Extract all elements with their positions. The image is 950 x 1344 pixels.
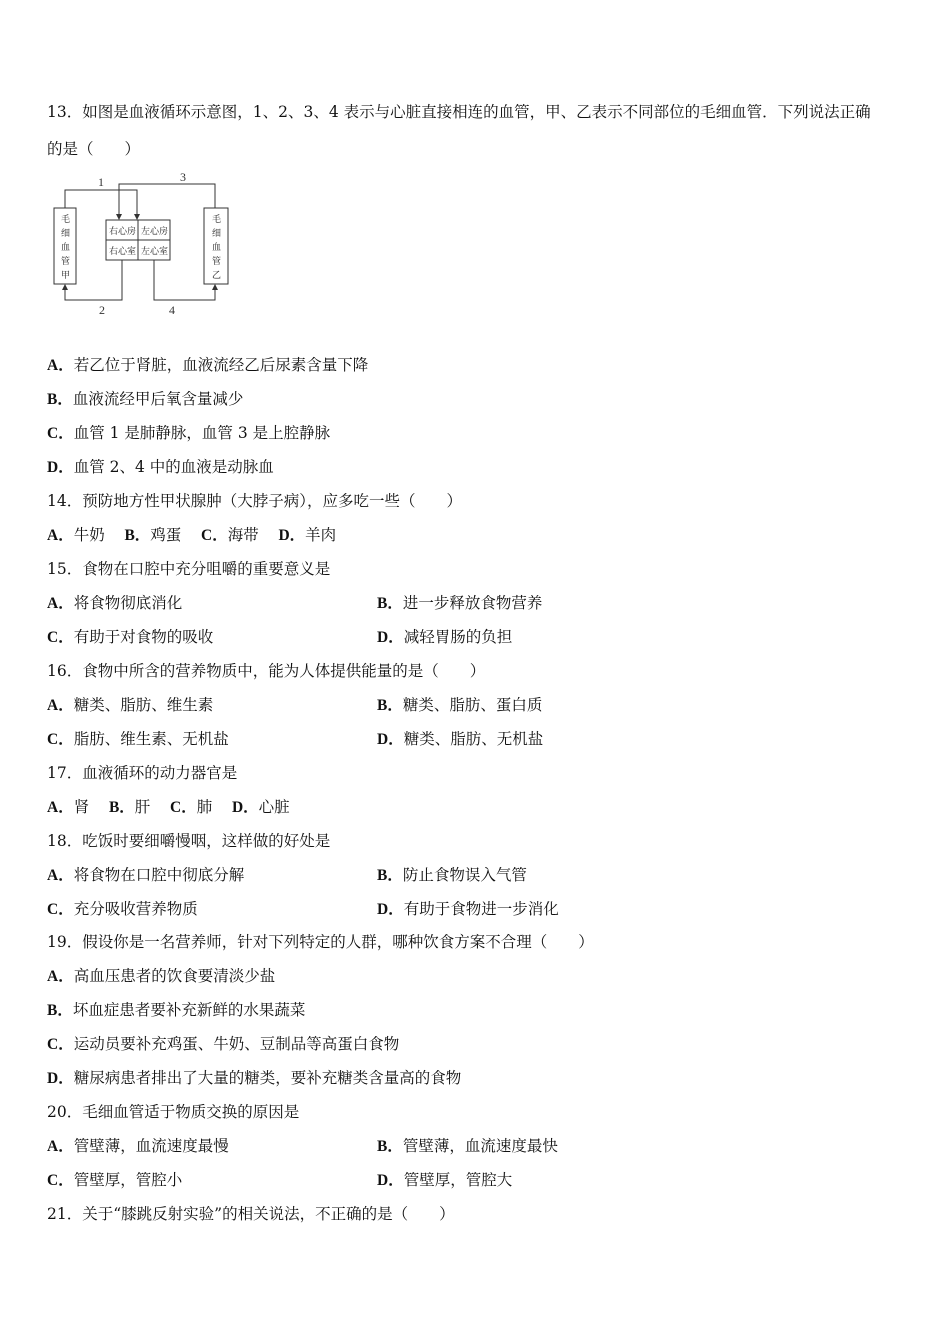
option-text: 鸡蛋: [150, 526, 182, 544]
option-label: D．: [47, 1070, 74, 1087]
q18-number: 18．: [47, 832, 83, 850]
option-label: D．: [47, 459, 74, 476]
q14-stem-text: 预防地方性甲状腺肿（大脖子病），应多吃一些（ ）: [82, 492, 462, 510]
option-label: B．: [377, 697, 403, 714]
option-text: 管壁薄，血流速度最慢: [73, 1137, 229, 1155]
option-label: C．: [47, 901, 74, 918]
option-text: 管壁薄，血流速度最快: [402, 1137, 558, 1155]
q20-option-a[interactable]: [47, 1136, 229, 1157]
option-text: 管壁厚，管腔大: [403, 1171, 513, 1189]
q19-option-a[interactable]: [47, 966, 275, 987]
capillary-yi-char-5: 乙: [212, 271, 222, 281]
option-label: C．: [170, 799, 197, 816]
capillary-jia-char-2: 细: [61, 229, 71, 239]
capillary-yi-char-3: 血: [212, 243, 222, 253]
option-label: D．: [377, 1172, 404, 1189]
option-text: 肝: [134, 798, 151, 816]
q19-stem-text: 假设你是一名营养师，针对下列特定的人群，哪种饮食方案不合理（ ）: [82, 933, 594, 951]
q16-stem: [47, 661, 485, 681]
q13-option-c[interactable]: [47, 423, 330, 444]
option-text: 有助于对食物的吸收: [73, 628, 214, 646]
option-label: D．: [377, 901, 404, 918]
q20-option-b[interactable]: [377, 1136, 558, 1157]
q16-option-d[interactable]: [377, 729, 543, 750]
option-label: B．: [377, 595, 403, 612]
option-label: B．: [47, 1002, 73, 1019]
q17-option-a[interactable]: [47, 798, 89, 816]
option-text: 糖类、脂肪、维生素: [73, 696, 214, 714]
option-text: 将食物彻底消化: [73, 594, 183, 612]
q14-options-row: [47, 525, 336, 546]
q19-number: 19．: [47, 933, 83, 951]
option-text: 坏血症患者要补充新鲜的水果蔬菜: [72, 1001, 306, 1019]
option-text: 若乙位于肾脏，血液流经乙后尿素含量下降: [73, 356, 369, 374]
option-text: 充分吸收营养物质: [73, 900, 198, 918]
option-label: C．: [47, 1172, 74, 1189]
option-text: 肺: [196, 798, 213, 816]
capillary-yi-char-2: 细: [212, 229, 222, 239]
q18-option-a[interactable]: [47, 865, 244, 886]
left-ventricle-label: 左心室: [141, 247, 169, 257]
q16-option-a[interactable]: [47, 695, 213, 716]
option-label: B．: [377, 1138, 403, 1155]
option-text: 牛奶: [73, 526, 105, 544]
option-text: 进一步释放食物营养: [402, 594, 543, 612]
q17-option-c[interactable]: [170, 798, 212, 816]
q13-option-d[interactable]: [47, 457, 274, 478]
q18-stem-text: 吃饭时要细嚼慢咽，这样做的好处是: [82, 832, 331, 850]
q20-option-c[interactable]: [47, 1170, 182, 1191]
q13-stem-line2: 的是（ ）: [47, 140, 141, 158]
capillary-jia-char-1: 毛: [61, 215, 71, 225]
option-text: 防止食物误入气管: [402, 866, 527, 884]
option-text: 糖类、脂肪、蛋白质: [402, 696, 543, 714]
q20-number: 20．: [47, 1103, 83, 1121]
blood-circulation-diagram: [44, 170, 244, 320]
option-label: C．: [47, 1036, 74, 1053]
q18-option-b[interactable]: [377, 865, 527, 886]
q16-stem-text: 食物中所含的营养物质中，能为人体提供能量的是（ ）: [82, 662, 486, 680]
q13-stem-line1: [47, 102, 871, 122]
option-label: B．: [124, 527, 151, 544]
option-label: A．: [47, 867, 74, 884]
capillary-jia-char-4: 管: [61, 257, 71, 267]
option-text: 有助于食物进一步消化: [403, 900, 559, 918]
q17-stem: [47, 763, 237, 783]
q14-option-c[interactable]: [201, 526, 259, 544]
q13-option-a[interactable]: [47, 355, 368, 376]
q13-option-b[interactable]: [47, 389, 243, 410]
vessel-3-label: 3: [180, 170, 186, 184]
option-text: 将食物在口腔中彻底分解: [73, 866, 245, 884]
q15-option-d[interactable]: [377, 627, 512, 648]
option-label: D．: [377, 731, 404, 748]
option-label: B．: [108, 799, 135, 816]
option-label: A．: [47, 968, 74, 985]
option-text: 高血压患者的饮食要清淡少盐: [73, 967, 276, 985]
q21-stem-text: 关于“膝跳反射实验”的相关说法，不正确的是（ ）: [82, 1205, 455, 1223]
q16-option-b[interactable]: [377, 695, 542, 716]
q15-option-a[interactable]: [47, 593, 182, 614]
option-text: 羊肉: [305, 526, 337, 544]
q15-number: 15．: [47, 560, 83, 578]
q15-stem: [47, 559, 330, 579]
q14-option-d[interactable]: [278, 526, 336, 544]
option-text: 肾: [73, 798, 90, 816]
q14-stem: [47, 491, 462, 511]
option-text: 脂肪、维生素、无机盐: [73, 730, 229, 748]
right-atrium-label: 右心房: [109, 227, 137, 237]
option-text: 血液流经甲后氧含量减少: [72, 390, 244, 408]
q18-option-d[interactable]: [377, 899, 559, 920]
option-label: A．: [47, 799, 74, 816]
q15-option-b[interactable]: [377, 593, 542, 614]
vessel-3: [116, 184, 215, 220]
q19-option-d[interactable]: [47, 1068, 461, 1089]
q14-option-b[interactable]: [124, 526, 181, 544]
q16-option-c[interactable]: [47, 729, 229, 750]
q17-options-row: [47, 797, 290, 818]
q19-stem: [47, 932, 594, 952]
option-label: D．: [377, 629, 404, 646]
option-label: D．: [278, 527, 306, 544]
option-label: D．: [231, 799, 259, 816]
q20-option-d[interactable]: [377, 1170, 512, 1191]
q15-option-c[interactable]: [47, 627, 213, 648]
q19-option-c[interactable]: [47, 1034, 399, 1055]
option-label: A．: [47, 595, 74, 612]
capillary-yi-char-4: 管: [212, 257, 222, 267]
vessel-2-label: 2: [99, 303, 105, 317]
capillary-jia-char-5: 甲: [61, 271, 71, 281]
option-label: A．: [47, 1138, 74, 1155]
q18-stem: [47, 831, 330, 851]
q20-stem: [47, 1102, 299, 1122]
q19-option-b[interactable]: [47, 1000, 305, 1021]
option-label: A．: [47, 697, 74, 714]
option-text: 管壁厚，管腔小: [73, 1171, 183, 1189]
capillary-yi-char-1: 毛: [212, 215, 222, 225]
option-text: 减轻胃肠的负担: [403, 628, 513, 646]
option-text: 海带: [227, 526, 259, 544]
option-text: 血管 2、4 中的血液是动脉血: [73, 458, 274, 476]
option-text: 心脏: [258, 798, 290, 816]
option-text: 运动员要补充鸡蛋、牛奶、豆制品等高蛋白食物: [73, 1035, 400, 1053]
q21-number: 21．: [47, 1205, 83, 1223]
option-label: B．: [377, 867, 403, 884]
option-label: C．: [47, 731, 74, 748]
option-label: A．: [47, 357, 74, 374]
q13-stem-text: 如图是血液循环示意图，1、2、3、4 表示与心脏直接相连的血管，甲、乙表示不同部位的毛细血管．下列说法正确: [82, 103, 871, 121]
q18-option-c[interactable]: [47, 899, 198, 920]
q17-option-b[interactable]: [109, 798, 150, 816]
option-label: A．: [47, 527, 74, 544]
q15-stem-text: 食物在口腔中充分咀嚼的重要意义是: [82, 560, 331, 578]
q17-option-d[interactable]: [232, 798, 290, 816]
option-text: 血管 1 是肺静脉，血管 3 是上腔静脉: [73, 424, 331, 442]
option-text: 糖尿病患者排出了大量的糖类，要补充糖类含量高的食物: [73, 1069, 462, 1087]
option-label: C．: [47, 629, 74, 646]
option-label: B．: [47, 391, 73, 408]
q17-stem-text: 血液循环的动力器官是: [82, 764, 238, 782]
q14-number: 14．: [47, 492, 83, 510]
q21-stem: [47, 1204, 455, 1224]
capillary-jia-char-3: 血: [61, 243, 71, 253]
q20-stem-text: 毛细血管适于物质交换的原因是: [82, 1103, 300, 1121]
vessel-4-label: 4: [169, 303, 175, 317]
option-text: 糖类、脂肪、无机盐: [403, 730, 544, 748]
q16-number: 16．: [47, 662, 83, 680]
option-label: C．: [47, 425, 74, 442]
option-label: C．: [201, 527, 228, 544]
q17-number: 17．: [47, 764, 83, 782]
q14-option-a[interactable]: [47, 526, 105, 544]
vessel-1-label: 1: [98, 175, 104, 189]
q13-number: 13．: [47, 103, 83, 121]
left-atrium-label: 左心房: [141, 227, 169, 237]
right-ventricle-label: 右心室: [109, 247, 137, 257]
